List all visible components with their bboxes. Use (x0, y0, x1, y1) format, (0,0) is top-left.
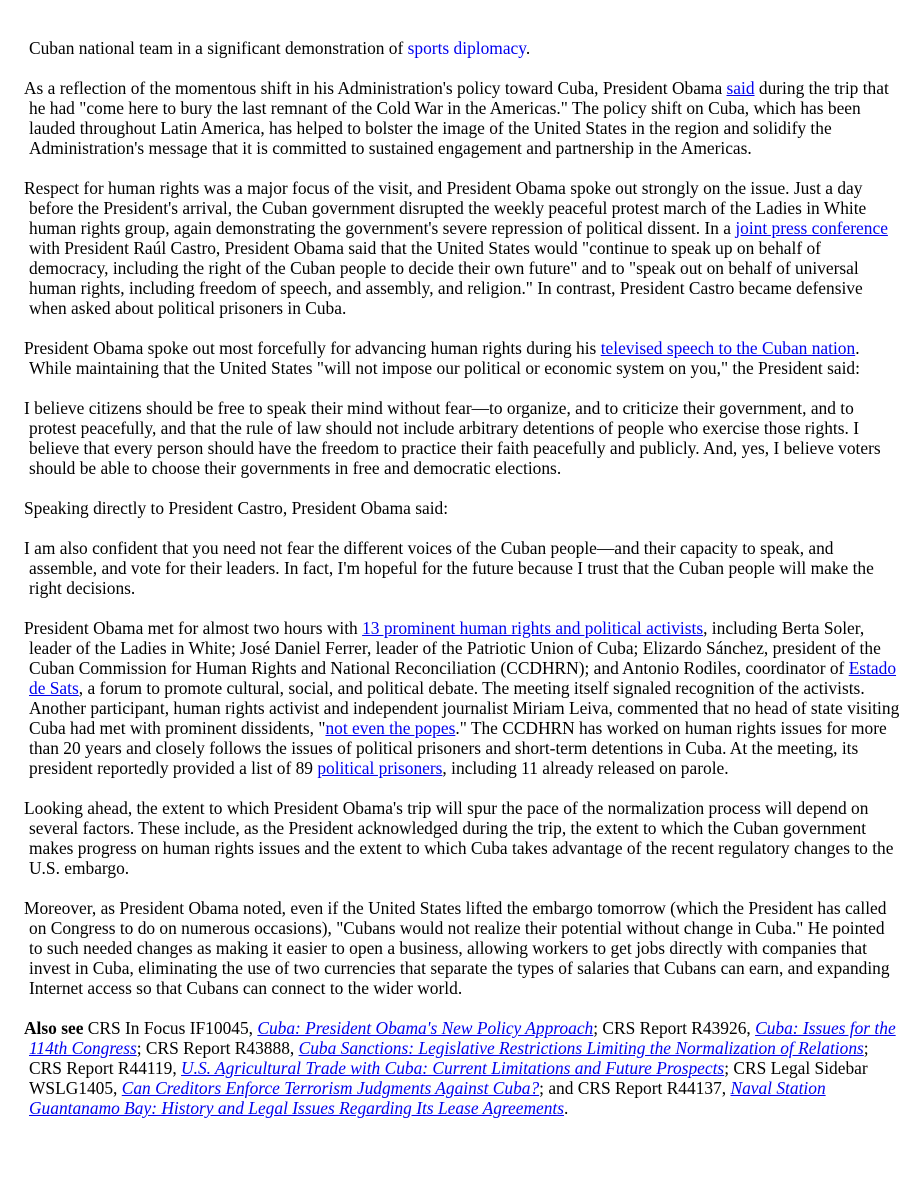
link-said[interactable]: said (726, 78, 755, 98)
quote-citizens-free (24, 398, 900, 478)
text: during the trip that he had "come here to bury the last remnant of the Cold War in the Americas." The policy shift on Cuba, which has been lauded throughout Latin America, has helped to bolster the image of the United States in the region and solidify the Administration's message that it is committed to sustained engagement and partnership in the Americas. (29, 78, 889, 158)
text: ; CRS Report R44119, (29, 1038, 869, 1078)
link-sports-diplomacy[interactable]: sports diplomacy (407, 38, 526, 58)
text: with President Raúl Castro, President Obama said that the United States would "continue to speak up on behalf of democracy, including the right of the Cuban people to decide their own future" and to "speak out on behalf of universal human rights, including freedom of speech, and assembly, and religion." In contrast, President Castro became defensive when asked about political prisoners in Cuba. (29, 238, 863, 318)
text: , a forum to promote cultural, social, and political debate. The meeting itself signaled recognition of the activists. Another participant, human rights activist and independent journalist Miriam Leiva, commented that no head of state visiting Cuba had met with prominent dissidents, " (29, 678, 900, 738)
paragraph-speaking-to-castro (24, 498, 900, 518)
text: CRS In Focus IF10045, (83, 1018, 258, 1038)
text: Cuban national team in a significant demonstration of (29, 38, 408, 58)
paragraph-embargo (24, 898, 900, 998)
text: Looking ahead, the extent to which President Obama's trip will spur the pace of the normalization process will depend on several factors. These include, as the President acknowledged during the trip, the extent to which the Cuban government makes progress on human rights issues and the extent to which Cuba takes advantage of the recent regulatory changes to the U.S. embargo. (24, 798, 894, 878)
text: , including Berta Soler, leader of the Ladies in White; José Daniel Ferrer, leader of the Patriotic Union of Cuba; Elizardo Sánchez, president of the Cuban Commission for Human Rights and National Reconciliation (CCDHRN); and Antonio Rodiles, coordinator of (29, 618, 881, 678)
paragraph-policy-shift (24, 78, 900, 158)
link-cuba-sanctions[interactable]: Cuba Sanctions: Legislative Restrictions Limiting the Normalization of Relations (298, 1038, 864, 1058)
link-agricultural-trade[interactable]: U.S. Agricultural Trade with Cuba: Current Limitations and Future Prospects (181, 1058, 725, 1078)
link-televised-speech[interactable]: televised speech to the Cuban nation (600, 338, 856, 358)
also-see-label: Also see (24, 1018, 84, 1038)
link-creditors-terrorism[interactable]: Can Creditors Enforce Terrorism Judgments Against Cuba? (121, 1078, 540, 1098)
link-guantanamo-bay[interactable]: Naval Station Guantanamo Bay: History and Legal Issues Regarding Its Lease Agreements (29, 1078, 826, 1118)
link-not-even-the-popes[interactable]: not even the popes (325, 718, 456, 738)
text: . (525, 38, 531, 58)
text: ; CRS Legal Sidebar WSLG1405, (29, 1058, 868, 1098)
text: ; and CRS Report R44137, (539, 1078, 731, 1098)
paragraph-activists-meeting (24, 618, 900, 778)
text: ; CRS Report R43926, (593, 1018, 756, 1038)
link-joint-press-conference[interactable]: joint press conference (735, 218, 888, 238)
paragraph-human-rights-focus (24, 178, 900, 318)
paragraph-televised-speech (24, 338, 900, 378)
text: ." The CCDHRN has worked on human rights issues for more than 20 years and closely follows the issues of political prisoners and short-term detentions in Cuba. At the meeting, its president reportedly provided a list of 89 (29, 718, 887, 778)
paragraph-looking-ahead (24, 798, 900, 878)
quote-confident (24, 538, 900, 598)
link-cuba-issues-114th[interactable]: Cuba: Issues for the 114th Congress (29, 1018, 896, 1058)
text: President Obama spoke out most forcefully for advancing human rights during his (24, 338, 601, 358)
paragraph-sports-diplomacy (24, 38, 900, 58)
text: I believe citizens should be free to speak their mind without fear—to organize, and to criticize their government, and to protest peacefully, and that the rule of law should not include arbitrary detentions of people who exercise those rights. I believe that every person should have the freedom to practice their faith peacefully and publicly. And, yes, I believe voters should be able to choose their governments in free and democratic elections. (24, 398, 881, 478)
link-political-prisoners[interactable]: political prisoners (317, 758, 443, 778)
text: . While maintaining that the United States "will not impose our political or economic system on you," the President said: (29, 338, 860, 378)
text: President Obama met for almost two hours with (24, 618, 363, 638)
text: Moreover, as President Obama noted, even if the United States lifted the embargo tomorrow (which the President has called on Congress to do on numerous occasions), "Cubans would not realize their potential without change in Cuba." He pointed to such needed changes as making it easier to open a business, allowing workers to get jobs directly with companies that invest in Cuba, eliminating the use of two currencies that separate the types of salaries that Cubans can earn, and expanding Internet access so that Cubans can connect to the wider world. (24, 898, 890, 998)
text: I am also confident that you need not fear the different voices of the Cuban people—and their capacity to speak, and assemble, and vote for their leaders. In fact, I'm hopeful for the future because I trust that the Cuban people will make the right decisions. (24, 538, 874, 598)
link-13-activists[interactable]: 13 prominent human rights and political activists (362, 618, 704, 638)
paragraph-also-see (24, 1018, 900, 1118)
link-estado-de-sats[interactable]: Estado de Sats (29, 658, 897, 698)
text: Respect for human rights was a major focus of the visit, and President Obama spoke out strongly on the issue. Just a day before the President's arrival, the Cuban government disrupted the weekly peaceful protest march of the Ladies in White human rights group, again demonstrating the government's severe repression of political dissent. In a (24, 178, 867, 238)
text: . (564, 1098, 569, 1118)
link-cuba-new-policy[interactable]: Cuba: President Obama's New Policy Approach (257, 1018, 594, 1038)
text: , including 11 already released on parole. (442, 758, 729, 778)
text: ; CRS Report R43888, (136, 1038, 299, 1058)
text: As a reflection of the momentous shift in his Administration's policy toward Cuba, President Obama (24, 78, 727, 98)
text: Speaking directly to President Castro, President Obama said: (24, 498, 449, 518)
